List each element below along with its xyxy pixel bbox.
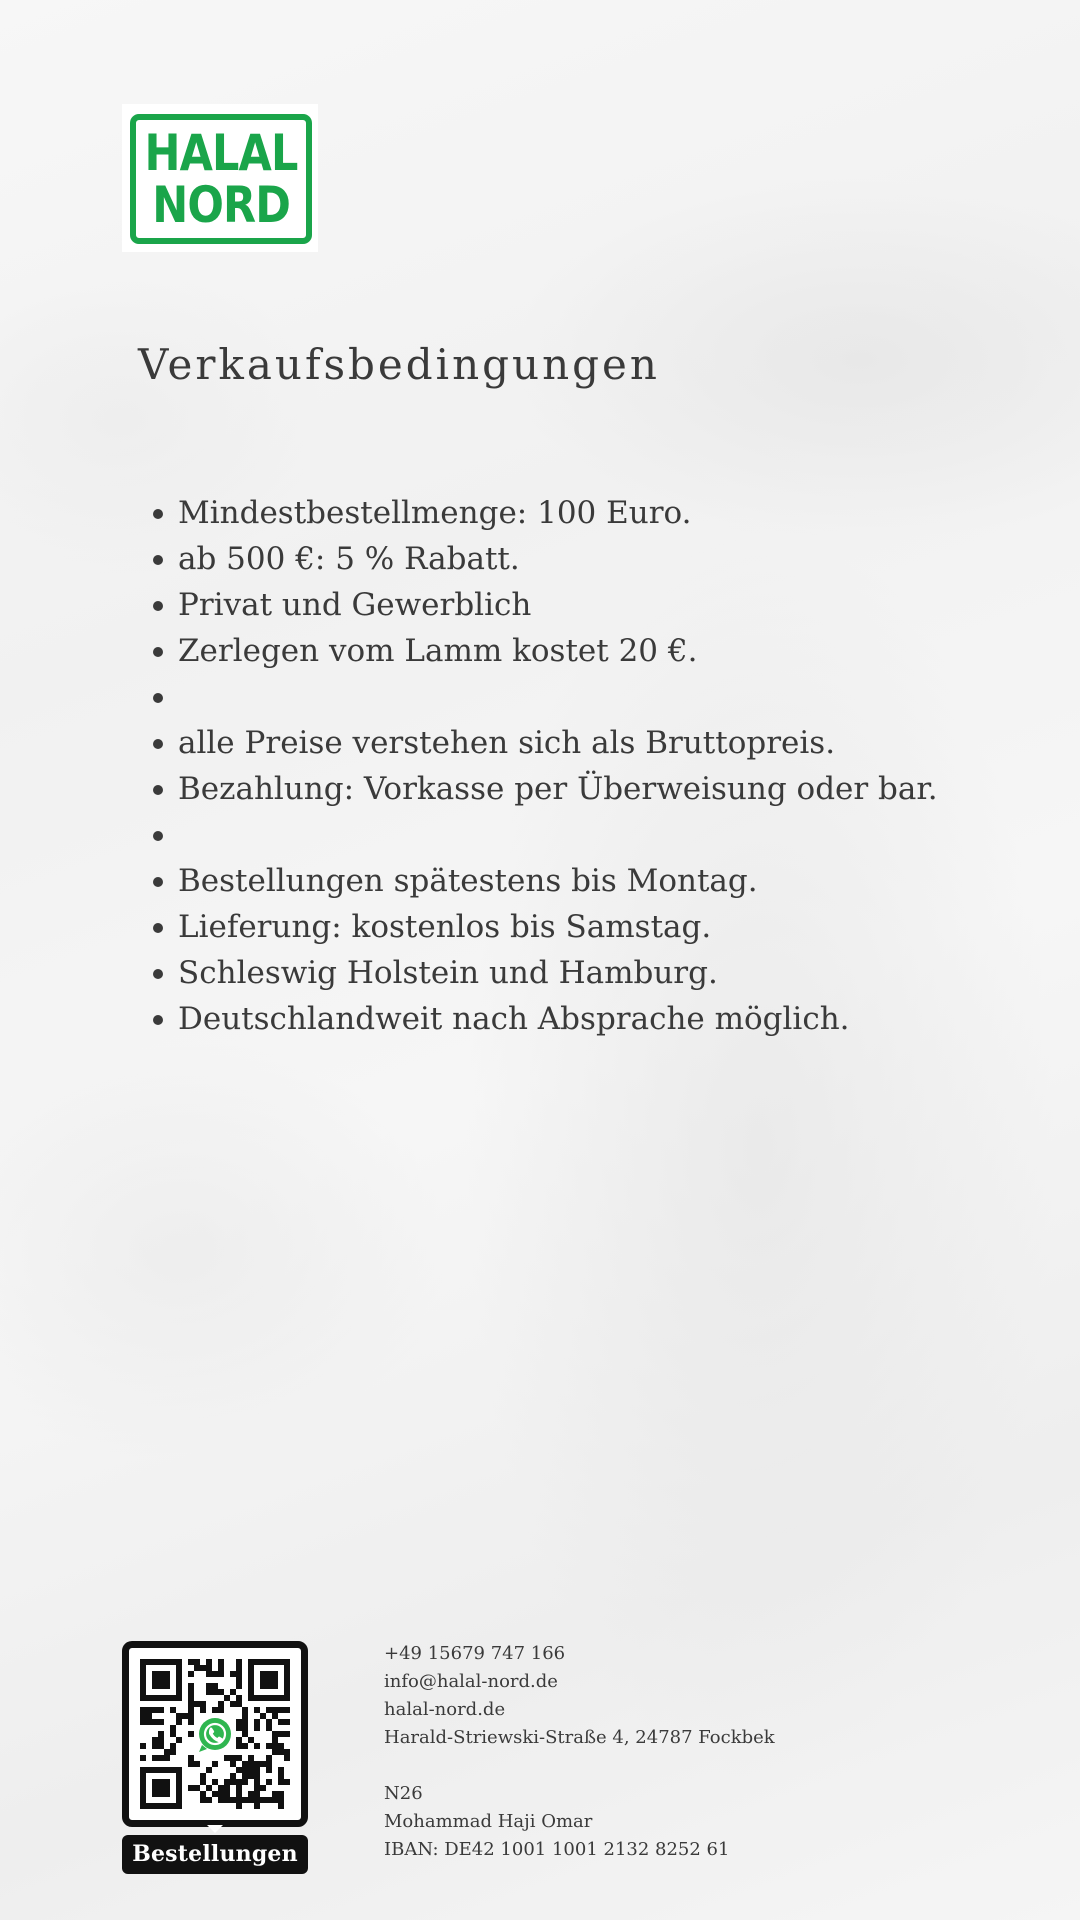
- list-item: [148, 766, 938, 812]
- qr-label: Bestellungen: [122, 1835, 308, 1874]
- bullet-icon: [153, 785, 163, 795]
- bullet-icon: [153, 877, 163, 887]
- contact-email: info@halal-nord.de: [384, 1671, 558, 1692]
- list-item: [148, 582, 938, 628]
- page-title: Verkaufsbedingungen: [138, 340, 660, 389]
- logo-frame: [130, 114, 312, 244]
- bullet-icon: [153, 831, 163, 841]
- bullet-icon: [153, 647, 163, 657]
- list-item: [148, 628, 938, 674]
- bullet-icon: [153, 1015, 163, 1025]
- list-item: [148, 490, 938, 536]
- list-item-text: Zerlegen vom Lamm kostet 20 €.: [178, 633, 698, 669]
- list-item: [148, 950, 938, 996]
- list-item: [148, 674, 938, 720]
- qr-code-icon: [140, 1659, 290, 1809]
- list-item-text: Privat und Gewerblich: [178, 587, 532, 623]
- list-item: [148, 720, 938, 766]
- list-item: [148, 536, 938, 582]
- terms-list: [148, 490, 938, 1042]
- list-item-text: Mindestbestellmenge: 100 Euro.: [178, 495, 692, 531]
- list-item-text: Schleswig Holstein und Hamburg.: [178, 955, 718, 991]
- logo-text-halal: HALAL: [144, 124, 298, 182]
- bank-name: N26: [384, 1783, 423, 1804]
- list-item-text: Bezahlung: Vorkasse per Überweisung oder bar.: [178, 771, 938, 807]
- list-item: [148, 996, 938, 1042]
- list-item-text: Bestellungen spätestens bis Montag.: [178, 863, 758, 899]
- list-item: [148, 812, 938, 858]
- bullet-icon: [153, 739, 163, 749]
- contact-website: halal-nord.de: [384, 1699, 506, 1720]
- qr-pointer: [207, 1825, 223, 1833]
- bullet-icon: [153, 923, 163, 933]
- bullet-icon: [153, 969, 163, 979]
- contact-phone: +49 15679 747 166: [384, 1643, 566, 1664]
- list-item-text: Lieferung: kostenlos bis Samstag.: [178, 909, 712, 945]
- list-item-text: ab 500 €: 5 % Rabatt.: [178, 541, 520, 577]
- bullet-icon: [153, 693, 163, 703]
- contact-info: [384, 1640, 775, 1864]
- bullet-icon: [153, 601, 163, 611]
- bullet-icon: [153, 509, 163, 519]
- contact-spacer: [384, 1752, 775, 1780]
- bank-iban: IBAN: DE42 1001 1001 2132 8252 61: [384, 1839, 730, 1860]
- list-item-text: alle Preise verstehen sich als Bruttopreis.: [178, 725, 836, 761]
- bank-holder: Mohammad Haji Omar: [384, 1811, 593, 1832]
- order-qr-block[interactable]: [122, 1641, 308, 1874]
- halal-nord-logo: [122, 104, 318, 252]
- logo-text-nord: NORD: [152, 176, 290, 234]
- contact-address: Harald-Striewski-Straße 4, 24787 Fockbek: [384, 1727, 775, 1748]
- qr-code[interactable]: [122, 1641, 308, 1827]
- bullet-icon: [153, 555, 163, 565]
- list-item: [148, 904, 938, 950]
- list-item-text: Deutschlandweit nach Absprache möglich.: [178, 1001, 850, 1037]
- list-item: [148, 858, 938, 904]
